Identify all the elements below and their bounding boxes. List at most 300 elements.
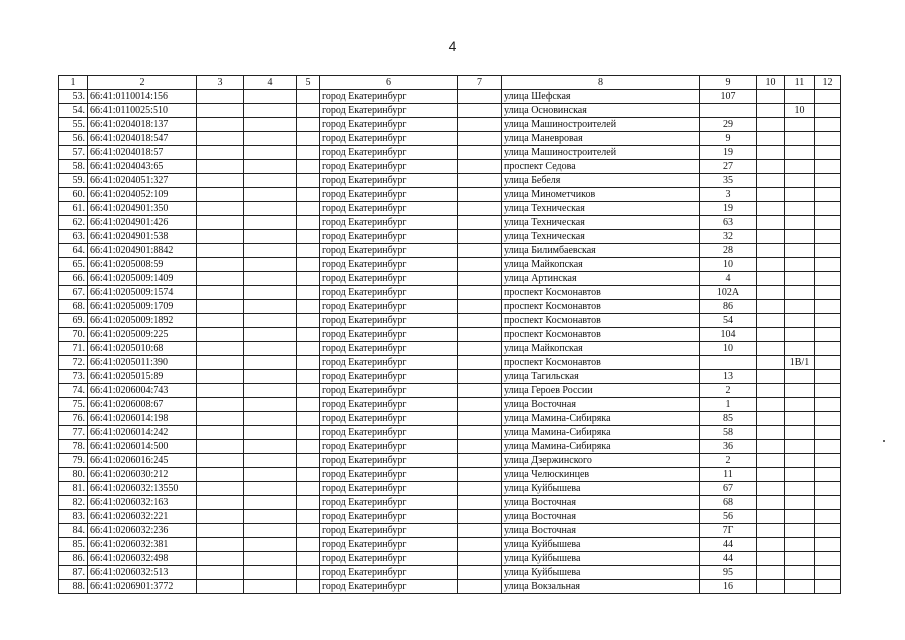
table-cell: 1 <box>700 398 757 412</box>
table-cell <box>197 104 244 118</box>
table-row <box>59 258 841 272</box>
table-cell <box>757 384 785 398</box>
table-cell <box>297 384 320 398</box>
table-cell <box>815 146 841 160</box>
table-cell <box>197 580 244 594</box>
table-cell: улица Мамина-Сибиряка <box>502 440 700 454</box>
table-cell: 86 <box>700 300 757 314</box>
table-cell <box>197 426 244 440</box>
table-cell: 44 <box>700 552 757 566</box>
table-cell: 66:41:0205009:1574 <box>88 286 197 300</box>
table-cell: 79. <box>59 454 88 468</box>
table-row <box>59 398 841 412</box>
column-header-7: 7 <box>458 76 502 90</box>
table-cell: улица Билимбаевская <box>502 244 700 258</box>
table-cell <box>297 398 320 412</box>
table-cell: 56 <box>700 510 757 524</box>
table-cell <box>757 118 785 132</box>
table-cell <box>757 426 785 440</box>
table-cell <box>757 104 785 118</box>
table-cell: 4 <box>700 272 757 286</box>
table-cell: 58 <box>700 426 757 440</box>
table-cell: 66:41:0206014:198 <box>88 412 197 426</box>
table-cell: 66:41:0204901:426 <box>88 216 197 230</box>
table-cell: 87. <box>59 566 88 580</box>
table-cell: проспект Космонавтов <box>502 286 700 300</box>
table-cell <box>458 398 502 412</box>
table-cell <box>458 342 502 356</box>
table-cell: 67 <box>700 482 757 496</box>
table-cell <box>197 286 244 300</box>
column-header-1: 1 <box>59 76 88 90</box>
table-cell <box>244 454 297 468</box>
table-cell <box>815 314 841 328</box>
table-cell: 66:41:0206014:242 <box>88 426 197 440</box>
table-cell <box>785 132 815 146</box>
table-cell: улица Мамина-Сибиряка <box>502 426 700 440</box>
table-cell <box>458 524 502 538</box>
table-cell <box>458 496 502 510</box>
table-cell <box>244 90 297 104</box>
table-cell <box>197 496 244 510</box>
table-cell: 10 <box>785 104 815 118</box>
table-row <box>59 356 841 370</box>
table-cell: 66:41:0206008:67 <box>88 398 197 412</box>
table-cell <box>757 370 785 384</box>
table-cell: проспект Седова <box>502 160 700 174</box>
table-cell <box>458 440 502 454</box>
table-cell: улица Техническая <box>502 216 700 230</box>
table-cell <box>458 356 502 370</box>
table-cell <box>757 356 785 370</box>
table-cell: 3 <box>700 188 757 202</box>
table-row <box>59 328 841 342</box>
table-cell: город Екатеринбург <box>320 258 458 272</box>
table-cell: 66:41:0206030:212 <box>88 468 197 482</box>
table-cell <box>197 370 244 384</box>
table-cell: 53. <box>59 90 88 104</box>
table-cell <box>785 244 815 258</box>
table-cell <box>815 468 841 482</box>
table-cell <box>815 258 841 272</box>
table-cell <box>757 454 785 468</box>
table-cell: 66:41:0205009:1409 <box>88 272 197 286</box>
table-cell: город Екатеринбург <box>320 426 458 440</box>
scan-mark <box>883 440 885 442</box>
table-cell: 66:41:0206014:500 <box>88 440 197 454</box>
table-cell: 104 <box>700 328 757 342</box>
table-cell <box>785 552 815 566</box>
table-cell: город Екатеринбург <box>320 216 458 230</box>
table-cell <box>244 118 297 132</box>
page-number: 4 <box>448 38 457 54</box>
table-cell <box>197 132 244 146</box>
table-cell <box>785 90 815 104</box>
table-row <box>59 314 841 328</box>
table-cell <box>244 412 297 426</box>
table-cell: 60. <box>59 188 88 202</box>
table-cell <box>197 412 244 426</box>
table-row <box>59 118 841 132</box>
table-cell: город Екатеринбург <box>320 328 458 342</box>
registry-table <box>58 75 841 594</box>
table-cell: улица Основинская <box>502 104 700 118</box>
table-cell <box>815 384 841 398</box>
table-cell: 66:41:0205009:225 <box>88 328 197 342</box>
table-cell <box>458 272 502 286</box>
table-cell <box>244 314 297 328</box>
table-row <box>59 524 841 538</box>
table-cell: 27 <box>700 160 757 174</box>
table-row <box>59 566 841 580</box>
table-cell <box>244 146 297 160</box>
table-cell: 66:41:0206032:163 <box>88 496 197 510</box>
table-cell <box>297 188 320 202</box>
table-cell: 66:41:0110025:510 <box>88 104 197 118</box>
table-cell <box>458 146 502 160</box>
table-cell <box>197 202 244 216</box>
table-row <box>59 286 841 300</box>
table-cell: 81. <box>59 482 88 496</box>
table-cell: 66:41:0205008:59 <box>88 258 197 272</box>
table-body <box>59 90 841 594</box>
table-cell <box>757 580 785 594</box>
table-cell <box>757 496 785 510</box>
table-cell <box>757 482 785 496</box>
table-cell <box>197 300 244 314</box>
table-cell <box>297 104 320 118</box>
table-cell <box>244 272 297 286</box>
table-cell: 66:41:0206004:743 <box>88 384 197 398</box>
table-cell <box>757 510 785 524</box>
table-cell <box>785 174 815 188</box>
table-cell: 68 <box>700 496 757 510</box>
table-row <box>59 552 841 566</box>
table-cell: 65. <box>59 258 88 272</box>
table-cell <box>757 552 785 566</box>
table-cell: улица Майкопская <box>502 258 700 272</box>
table-cell <box>197 146 244 160</box>
table-cell <box>244 524 297 538</box>
table-cell <box>244 202 297 216</box>
table-cell: улица Куйбышева <box>502 566 700 580</box>
table-cell <box>700 104 757 118</box>
table-cell <box>197 398 244 412</box>
table-cell <box>815 90 841 104</box>
table-cell: 66:41:0204051:327 <box>88 174 197 188</box>
table-row <box>59 244 841 258</box>
table-cell: 66:41:0204901:538 <box>88 230 197 244</box>
table-cell <box>197 440 244 454</box>
table-cell <box>244 552 297 566</box>
table-cell <box>197 356 244 370</box>
table-cell <box>197 216 244 230</box>
column-header-11: 11 <box>785 76 815 90</box>
table-row <box>59 300 841 314</box>
table-cell: 80. <box>59 468 88 482</box>
table-cell: 75. <box>59 398 88 412</box>
table-cell: улица Куйбышева <box>502 482 700 496</box>
table-cell: 73. <box>59 370 88 384</box>
table-cell: 32 <box>700 230 757 244</box>
table-cell <box>297 132 320 146</box>
table-cell: 66:41:0204018:57 <box>88 146 197 160</box>
table-cell <box>785 342 815 356</box>
table-cell: город Екатеринбург <box>320 146 458 160</box>
table-cell <box>815 510 841 524</box>
table-cell: 2 <box>700 454 757 468</box>
table-cell: 63. <box>59 230 88 244</box>
table-cell <box>785 286 815 300</box>
table-cell: 68. <box>59 300 88 314</box>
table-cell: улица Артинская <box>502 272 700 286</box>
table-cell <box>244 132 297 146</box>
table-cell: 66:41:0110014:156 <box>88 90 197 104</box>
table-cell <box>458 132 502 146</box>
table-cell <box>785 202 815 216</box>
table-cell: 44 <box>700 538 757 552</box>
table-cell <box>785 580 815 594</box>
column-header-10: 10 <box>757 76 785 90</box>
table-cell <box>197 90 244 104</box>
table-cell: 67. <box>59 286 88 300</box>
table-cell <box>815 118 841 132</box>
table-cell: 66:41:0205015:89 <box>88 370 197 384</box>
table-cell: улица Героев России <box>502 384 700 398</box>
table-cell: 66:41:0205010:68 <box>88 342 197 356</box>
table-cell: город Екатеринбург <box>320 412 458 426</box>
table-cell: 78. <box>59 440 88 454</box>
table-row <box>59 496 841 510</box>
table-row <box>59 482 841 496</box>
table-cell <box>197 482 244 496</box>
table-cell: 66:41:0206901:3772 <box>88 580 197 594</box>
table-cell <box>197 230 244 244</box>
table-cell: город Екатеринбург <box>320 314 458 328</box>
table-cell: город Екатеринбург <box>320 244 458 258</box>
table-cell: улица Куйбышева <box>502 538 700 552</box>
table-cell: город Екатеринбург <box>320 454 458 468</box>
table-cell <box>297 510 320 524</box>
table-cell <box>785 216 815 230</box>
table-cell <box>815 356 841 370</box>
table-cell <box>244 370 297 384</box>
table-cell <box>815 580 841 594</box>
table-cell: проспект Космонавтов <box>502 328 700 342</box>
table-cell <box>244 286 297 300</box>
table-cell: 19 <box>700 146 757 160</box>
table-cell: проспект Космонавтов <box>502 314 700 328</box>
table-cell: 10 <box>700 342 757 356</box>
table-row <box>59 342 841 356</box>
table-cell <box>458 552 502 566</box>
table-cell <box>785 118 815 132</box>
table-cell <box>458 118 502 132</box>
table-cell <box>785 230 815 244</box>
table-cell <box>815 566 841 580</box>
table-cell: 66:41:0206032:381 <box>88 538 197 552</box>
table-cell <box>757 202 785 216</box>
table-cell <box>297 538 320 552</box>
table-cell: 107 <box>700 90 757 104</box>
table-cell: город Екатеринбург <box>320 356 458 370</box>
table-cell <box>458 286 502 300</box>
table-cell: 55. <box>59 118 88 132</box>
table-cell: 57. <box>59 146 88 160</box>
table-cell <box>785 510 815 524</box>
table-cell: город Екатеринбург <box>320 440 458 454</box>
table-cell <box>785 258 815 272</box>
column-header-3: 3 <box>197 76 244 90</box>
table-cell <box>297 356 320 370</box>
table-cell <box>297 580 320 594</box>
table-cell <box>297 440 320 454</box>
table-cell: 66:41:0204018:547 <box>88 132 197 146</box>
table-cell <box>815 300 841 314</box>
table-cell <box>757 286 785 300</box>
table-cell: улица Восточная <box>502 524 700 538</box>
table-cell <box>458 580 502 594</box>
table-cell <box>815 398 841 412</box>
column-header-5: 5 <box>297 76 320 90</box>
table-cell: 36 <box>700 440 757 454</box>
table-cell <box>197 566 244 580</box>
table-cell: 86. <box>59 552 88 566</box>
table-cell <box>785 440 815 454</box>
table-cell: 66:41:0205009:1709 <box>88 300 197 314</box>
table-row <box>59 230 841 244</box>
table-cell <box>297 300 320 314</box>
table-cell: 62. <box>59 216 88 230</box>
table-cell: 54 <box>700 314 757 328</box>
table-cell: проспект Космонавтов <box>502 300 700 314</box>
table-row <box>59 104 841 118</box>
table-cell <box>458 230 502 244</box>
table-cell <box>297 90 320 104</box>
table-cell <box>458 426 502 440</box>
table-cell: 84. <box>59 524 88 538</box>
table-cell <box>458 370 502 384</box>
table-cell <box>297 160 320 174</box>
table-cell: проспект Космонавтов <box>502 356 700 370</box>
table-cell: 66:41:0204018:137 <box>88 118 197 132</box>
table-cell <box>757 328 785 342</box>
table-cell <box>815 426 841 440</box>
table-cell: улица Техническая <box>502 202 700 216</box>
table-cell <box>197 524 244 538</box>
table-cell <box>757 314 785 328</box>
table-cell: город Екатеринбург <box>320 272 458 286</box>
column-header-6: 6 <box>320 76 458 90</box>
table-cell: 64. <box>59 244 88 258</box>
table-cell <box>785 272 815 286</box>
table-cell <box>458 300 502 314</box>
table-cell: 72. <box>59 356 88 370</box>
table-cell <box>785 566 815 580</box>
table-cell: город Екатеринбург <box>320 496 458 510</box>
table-cell: город Екатеринбург <box>320 510 458 524</box>
table-cell <box>757 440 785 454</box>
table-cell <box>785 398 815 412</box>
table-cell: 66:41:0204901:350 <box>88 202 197 216</box>
table-cell <box>197 314 244 328</box>
table-cell: улица Восточная <box>502 496 700 510</box>
table-cell: 59. <box>59 174 88 188</box>
table-cell <box>244 538 297 552</box>
table-cell: 19 <box>700 202 757 216</box>
table-cell <box>197 160 244 174</box>
table-cell: 56. <box>59 132 88 146</box>
table-cell <box>458 468 502 482</box>
table-cell <box>458 412 502 426</box>
table-row <box>59 174 841 188</box>
table-cell: город Екатеринбург <box>320 118 458 132</box>
table-cell: 2 <box>700 384 757 398</box>
table-cell <box>757 272 785 286</box>
table-cell <box>757 524 785 538</box>
table-cell: улица Техническая <box>502 230 700 244</box>
table-cell <box>785 538 815 552</box>
table-cell: город Екатеринбург <box>320 524 458 538</box>
table-row <box>59 146 841 160</box>
table-cell <box>785 496 815 510</box>
table-cell <box>458 216 502 230</box>
table-row <box>59 160 841 174</box>
table-cell <box>815 230 841 244</box>
table-cell: город Екатеринбург <box>320 580 458 594</box>
table-cell <box>815 370 841 384</box>
table-cell <box>815 272 841 286</box>
table-row <box>59 132 841 146</box>
table-cell: улица Восточная <box>502 398 700 412</box>
table-header-row <box>59 76 841 90</box>
table-cell <box>197 174 244 188</box>
table-row <box>59 216 841 230</box>
table-cell: 88. <box>59 580 88 594</box>
table-cell <box>757 216 785 230</box>
table-row <box>59 370 841 384</box>
table-cell <box>197 244 244 258</box>
table-cell: улица Дзержинского <box>502 454 700 468</box>
table-cell <box>244 174 297 188</box>
table-cell: 63 <box>700 216 757 230</box>
table-cell <box>815 496 841 510</box>
table-cell: улица Куйбышева <box>502 552 700 566</box>
table-cell <box>815 104 841 118</box>
table-cell <box>297 566 320 580</box>
table-cell <box>244 356 297 370</box>
table-cell <box>297 412 320 426</box>
table-cell <box>297 230 320 244</box>
table-cell <box>197 272 244 286</box>
table-cell <box>244 496 297 510</box>
table-cell: 85. <box>59 538 88 552</box>
table-cell <box>244 300 297 314</box>
table-cell: 66:41:0205011:390 <box>88 356 197 370</box>
column-header-9: 9 <box>700 76 757 90</box>
table-cell <box>197 454 244 468</box>
table-cell: 16 <box>700 580 757 594</box>
table-cell <box>244 328 297 342</box>
table-cell <box>244 482 297 496</box>
table-row <box>59 440 841 454</box>
table-cell: 71. <box>59 342 88 356</box>
table-cell: город Екатеринбург <box>320 132 458 146</box>
table-cell <box>757 174 785 188</box>
table-cell <box>197 258 244 272</box>
table-cell <box>815 174 841 188</box>
table-cell <box>297 426 320 440</box>
